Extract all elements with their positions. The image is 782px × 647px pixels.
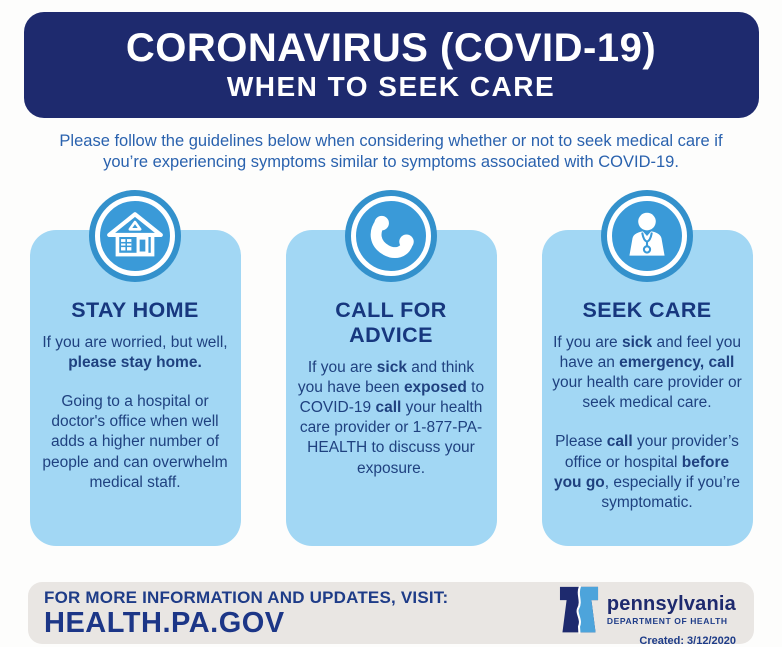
- house-icon: [95, 196, 175, 276]
- cards-row: [0, 230, 782, 546]
- main-subtitle: WHEN TO SEEK CARE: [226, 71, 556, 103]
- intro-text: Please follow the guidelines below when considering whether or not to seek medical care if you’re experiencing symptoms similar to symptoms associated with COVID-19.: [59, 132, 723, 172]
- header-banner: [24, 12, 759, 118]
- card-title: SEEK CARE: [582, 297, 712, 322]
- footer-bar: [28, 582, 754, 647]
- created-date: Created: 3/12/2020: [639, 634, 736, 647]
- logo-name: pennsylvania: [606, 592, 736, 615]
- card-call-for-advice: [286, 230, 497, 546]
- card-paragraph: If you are sick and think you have been exposed to COVID-19 call your health care provider or 1-877-PA-HEALTH to discuss your exposure.: [297, 358, 485, 477]
- card-title: CALL FOR ADVICE: [335, 297, 447, 347]
- logo-department: DEPARTMENT OF HEALTH: [606, 615, 728, 626]
- footer-logo-block: [558, 580, 736, 647]
- card-stay-home: [30, 230, 241, 546]
- main-title: CORONAVIRUS (COVID-19): [125, 26, 657, 70]
- phone-icon: [351, 196, 431, 276]
- card-paragraph: Going to a hospital or doctor's office when well adds a higher number of people and can overwhelm medical staff.: [42, 393, 228, 491]
- doctor-icon: [607, 196, 687, 276]
- card-paragraph: Please call your provider’s office or hospital before you go, especially if you’re symptomatic.: [553, 433, 741, 511]
- card-title: STAY HOME: [71, 297, 199, 322]
- card-seek-care: [542, 230, 753, 546]
- footer-info-line: FOR MORE INFORMATION AND UPDATES, VISIT:: [44, 587, 449, 607]
- keystone-logo-icon: [558, 586, 600, 634]
- card-paragraph: If you are sick and feel you have an emergency, call your health care provider or seek medical care.: [552, 333, 742, 412]
- card-paragraph: If you are worried, but well, please stay home.: [42, 333, 228, 372]
- footer-left: [44, 588, 448, 638]
- footer-url[interactable]: HEALTH.PA.GOV: [44, 606, 285, 639]
